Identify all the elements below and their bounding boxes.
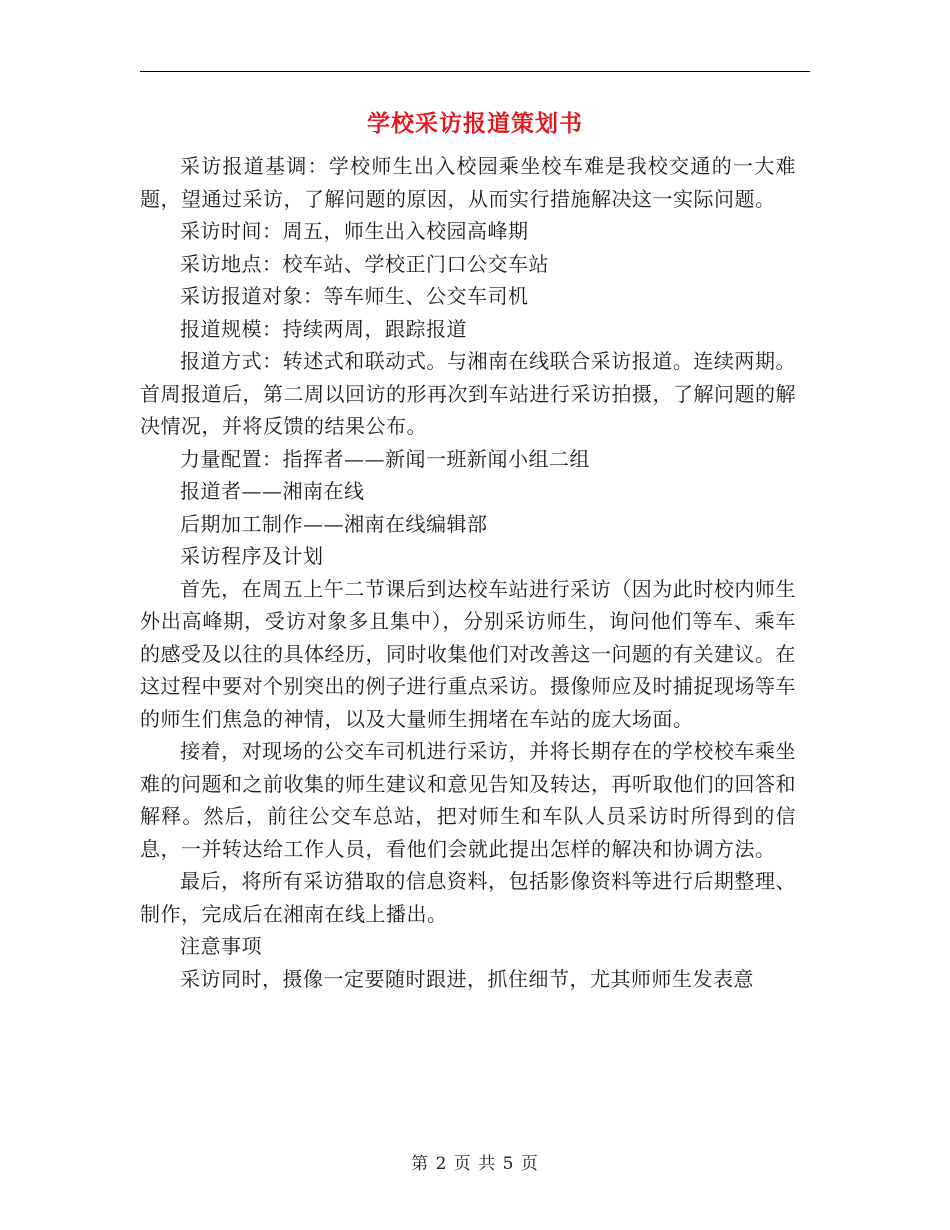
document-title: 学校采访报道策划书 [367, 111, 583, 137]
paragraph-basis: 采访报道基调：学校师生出入校园乘坐校车难是我校交通的一大难题，望通过采访，了解问题的原因，从而实行措施解决这一实际问题。 [140, 154, 796, 211]
paragraph-staff-commander: 力量配置：指挥者——新闻一班新闻小组二组 [180, 446, 590, 471]
document-body [140, 150, 796, 995]
paragraph-subjects: 采访报道对象：等车师生、公交车司机 [180, 284, 529, 308]
paragraph-step-last: 最后，将所有采访猎取的信息资料，包括影像资料等进行后期整理、制作，完成后在湘南在线上播出。 [140, 869, 796, 926]
header-rule [140, 71, 810, 72]
paragraph-time: 采访时间：周五，师生出入校园高峰期 [180, 219, 529, 243]
paragraph-note: 采访同时，摄像一定要随时跟进，抓住细节，尤其师师生发表意 [180, 966, 754, 991]
paragraph-step-first: 首先，在周五上午二节课后到达校车站进行采访（因为此时校内师生外出高峰期，受访对象多且集中），分别采访师生，询问他们等车、乘车的感受及以往的具体经历，同时收集他们对改善这一问题的有关建议。在这过程中要对个别突出的例子进行重点采访。摄像师应及时捕捉现场等车的师生们焦急的神情，以及大量师生拥堵在车站的庞大场面。 [140, 576, 796, 731]
paragraph-location: 采访地点：校车站、学校正门口公交车站 [180, 251, 549, 276]
paragraph-staff-reporter: 报道者——湘南在线 [180, 479, 365, 503]
paragraph-scale: 报道规模：持续两周，跟踪报道 [180, 316, 467, 341]
paragraph-staff-post: 后期加工制作——湘南在线编辑部 [180, 511, 488, 536]
section-heading-procedure: 采访程序及计划 [180, 544, 324, 568]
section-heading-notes: 注意事项 [180, 934, 262, 958]
paragraph-step-next: 接着，对现场的公交车司机进行采访，并将长期存在的学校校车乘坐难的问题和之前收集的师生建议和意见告知及转达，再听取他们的回答和解释。然后，前往公交车总站，把对师生和车队人员采访时所得到的信息，一并转达给工作人员，看他们会就此提出怎样的解决和协调方法。 [140, 739, 796, 861]
page-number-footer: 第 2 页 共 5 页 [411, 1154, 539, 1174]
paragraph-method: 报道方式：转述式和联动式。与湘南在线联合采访报道。连续两期。首周报道后，第二周以回访的形再次到车站进行采访拍摄，了解问题的解决情况，并将反馈的结果公布。 [140, 349, 796, 438]
